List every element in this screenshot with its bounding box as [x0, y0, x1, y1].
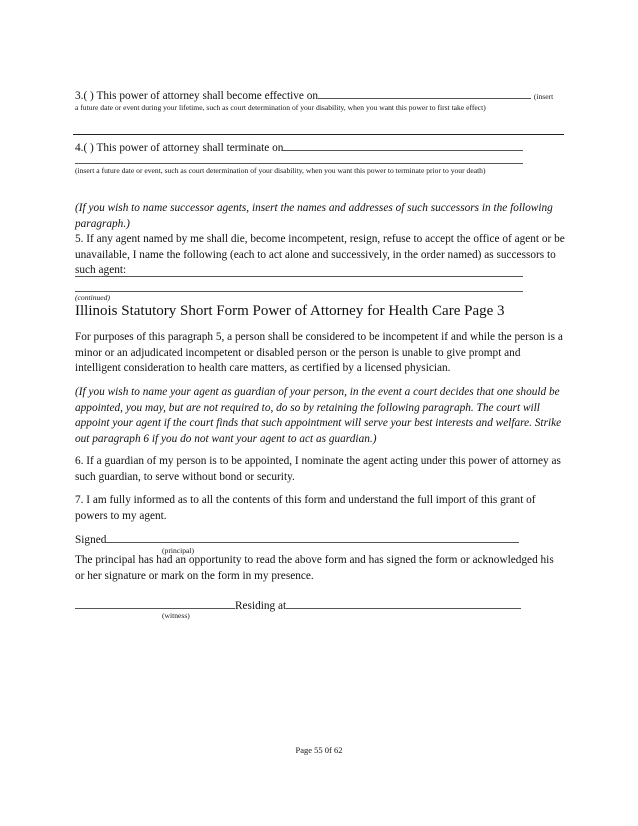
successor-field-1[interactable]	[75, 276, 523, 277]
successor-instruction: (If you wish to name successor agents, insert the names and addresses of such successors in the following paragraph.)	[75, 202, 553, 230]
section-3-line	[75, 88, 553, 102]
witness-signature-field[interactable]	[75, 598, 235, 609]
signed-line	[75, 532, 519, 546]
guardian-instruction: (If you wish to name your agent as guardian of your person, in the event a court decides that one should be appointed, you may, but are not required to, do so by retaining the following paragraph. The court will appoint your agent if the court finds that such appointment will serve your best interests and welfare. Strike out paragraph 6 if you do not want your agent to act as guardian.)	[75, 386, 562, 445]
section-4-line	[75, 140, 523, 154]
principal-signature-field[interactable]	[106, 532, 519, 543]
page-footer: Page 55 0f 62	[295, 745, 343, 755]
section-6-text: 6. If a guardian of my person is to be appointed, I nominate the agent acting under this power of attorney as such guardian, to serve without bond or security.	[75, 455, 561, 483]
incompetent-paragraph: For purposes of this paragraph 5, a person shall be considered to be incompetent if and while the person is a minor or an adjudicated incompetent or disabled person or the person is unable to give prompt and intelligent consideration to health care matters, as certified by a licensed physician.	[75, 331, 563, 374]
section-5-text: 5. If any agent named by me shall die, become incompetent, resign, refuse to accept the office of agent or be unavailable, I name the following (each to act alone and successively, in the order named) as successors to such agent:	[75, 233, 565, 276]
witness-line	[75, 598, 521, 612]
section-3-text: 3.( ) This power of attorney shall become effective on	[75, 90, 319, 102]
section-3-insert: (insert	[533, 92, 554, 101]
page-heading: Illinois Statutory Short Form Power of Attorney for Health Care Page 3	[75, 303, 505, 319]
continued-label: (continued)	[75, 293, 111, 302]
witness-address-field[interactable]	[286, 598, 521, 609]
section-7-text: 7. I am fully informed as to all the contents of this form and understand the full import of this grant of powers to my agent.	[75, 494, 536, 522]
section-4-text: 4.( ) This power of attorney shall terminate on	[75, 142, 284, 154]
successor-field-2[interactable]	[75, 291, 523, 292]
termination-date-field-2[interactable]	[75, 163, 523, 164]
residing-label: Residing at	[235, 600, 287, 612]
witness-label: (witness)	[162, 611, 190, 620]
effective-date-field[interactable]	[318, 88, 531, 99]
section-4-note: (insert a future date or event, such as court determination of your disability, when you want this power to terminate prior to your death)	[75, 166, 486, 175]
section-3-note: a future date or event during your lifetime, such as court determination of your disability, when you want this power to first take effect)	[75, 103, 486, 112]
horizontal-rule	[73, 134, 564, 135]
principal-statement: The principal has had an opportunity to read the above form and has signed the form or acknowledged his or her signature or mark on the form in my presence.	[75, 554, 554, 582]
termination-date-field[interactable]	[283, 140, 523, 151]
principal-label: (principal)	[162, 546, 195, 555]
signed-label: Signed	[75, 534, 107, 546]
